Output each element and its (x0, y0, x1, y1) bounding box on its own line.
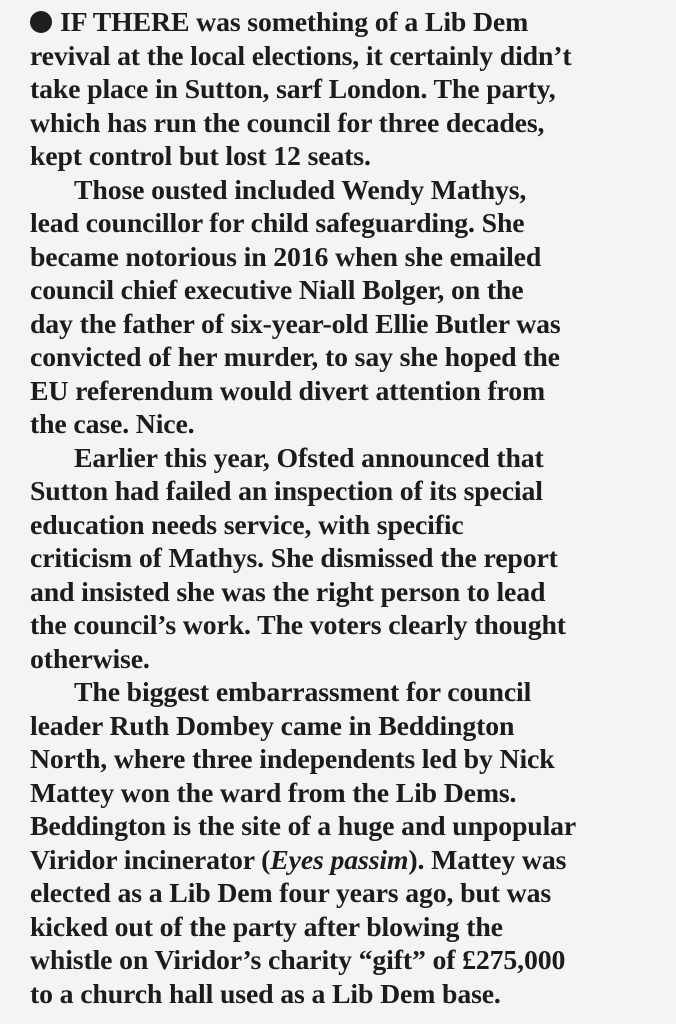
text-line: elected as a Lib Dem four years ago, but was (30, 878, 551, 909)
text-line: convicted of her murder, to say she hoped the (30, 342, 560, 373)
text-line: Beddington is the site of a huge and unpopular (30, 811, 577, 842)
text-line: and insisted she was the right person to lead (30, 576, 546, 608)
text-line: became notorious in 2016 when she emailed (30, 241, 542, 273)
text-line: EU referendum would divert attention from (30, 375, 546, 407)
text-line: The biggest embarrassment for council (74, 677, 532, 708)
text-line: leader Ruth Dombey came in Beddington (30, 710, 515, 742)
text-line: IF THERE was something of a Lib Dem (30, 6, 662, 40)
paragraph-3 (30, 442, 662, 677)
article-body (30, 6, 662, 1011)
text-line: whistle on Viridor’s charity “gift” of £275,000 (30, 945, 566, 976)
text-line: the case. Nice. (30, 409, 195, 440)
text-line: which has run the council for three decades, (30, 107, 545, 139)
text-line: kept control but lost 12 seats. (30, 141, 371, 172)
paragraph-1 (30, 6, 662, 174)
text-line: North, where three independents led by Nick (30, 744, 555, 775)
paragraph-2 (30, 174, 662, 442)
text-line: kicked out of the party after blowing the (30, 911, 503, 943)
paragraph-4 (30, 676, 662, 1011)
text-line: lead councillor for child safeguarding. She (30, 208, 525, 239)
text-line: Those ousted included Wendy Mathys, (74, 174, 527, 206)
text-line: education needs service, with specific (30, 509, 464, 541)
text-line: Sutton had failed an inspection of its special (30, 476, 543, 507)
italic-title: Eyes passim (270, 844, 409, 876)
text-line: otherwise. (30, 643, 150, 675)
text-line: the council’s work. The voters clearly thought (30, 610, 566, 641)
text-line: take place in Sutton, sarf London. The party, (30, 74, 556, 105)
text-line: criticism of Mathys. She dismissed the report (30, 543, 558, 574)
text-line: Viridor incinerator (Eyes passim). Mattey was (30, 844, 567, 876)
text-line: council chief executive Niall Bolger, on the (30, 275, 524, 306)
text-line: day the father of six-year-old Ellie Butler was (30, 308, 561, 340)
text-line: to a church hall used as a Lib Dem base. (30, 978, 501, 1010)
text-line: revival at the local elections, it certainly didn’t (30, 40, 572, 72)
text-line: Earlier this year, Ofsted announced that (74, 442, 544, 474)
bullet-icon (30, 11, 52, 33)
text-line: Mattey won the ward from the Lib Dems. (30, 777, 517, 809)
lead-in: IF THERE (60, 7, 190, 38)
